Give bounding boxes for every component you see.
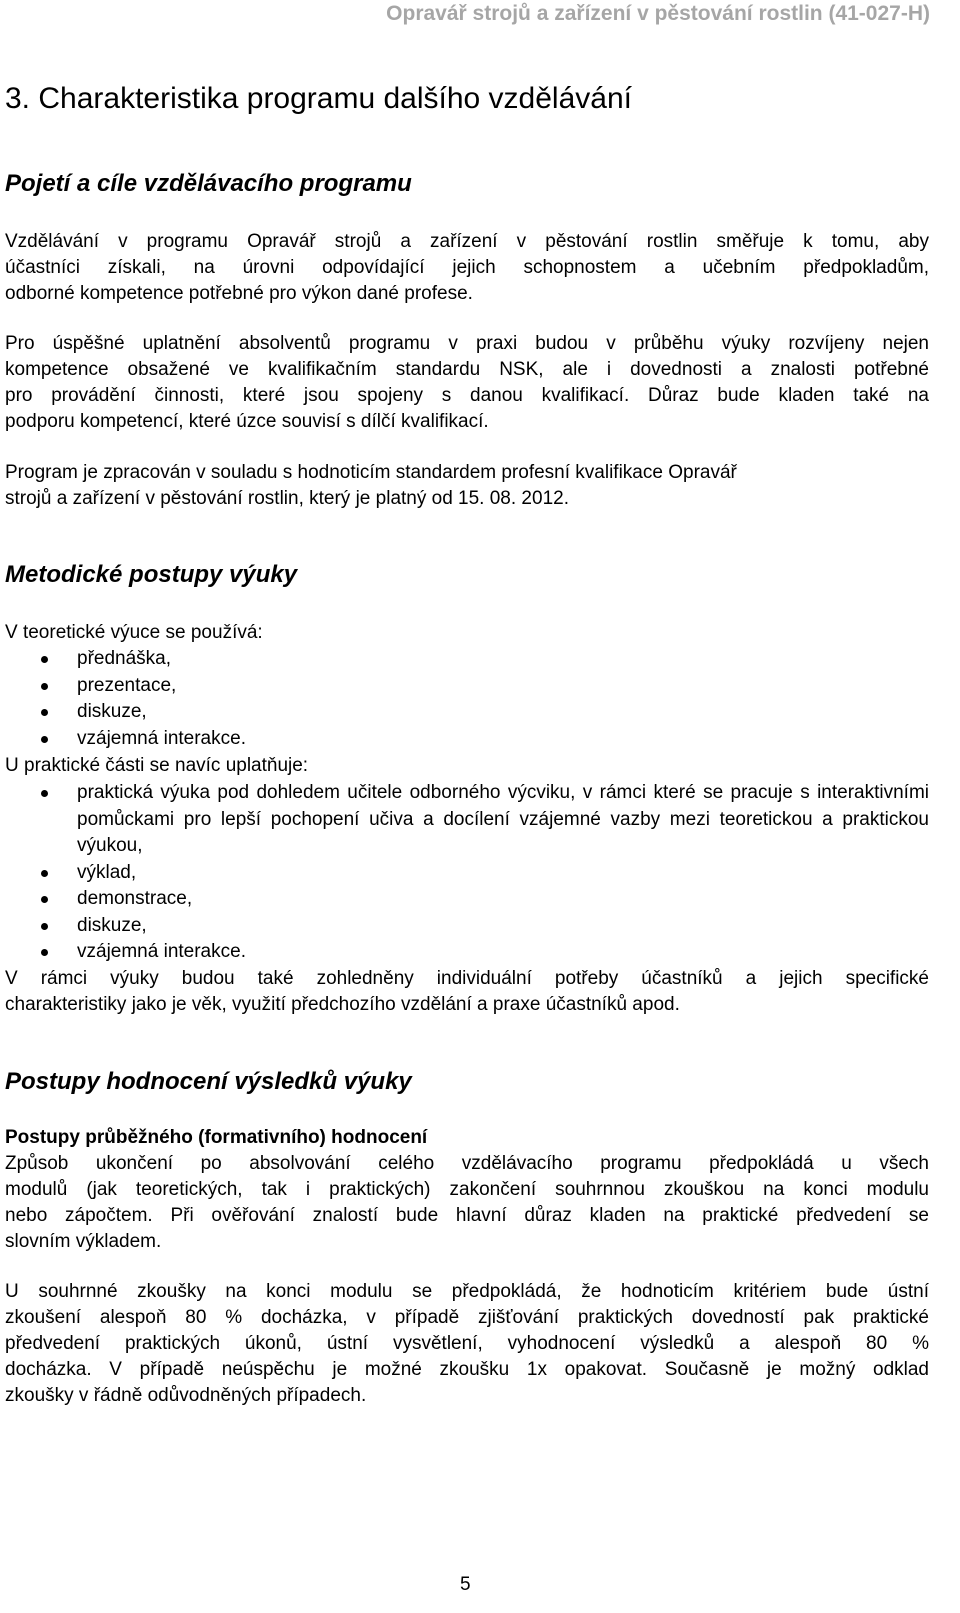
text-line: podporu kompetencí, které úzce souvisí s dílčí kvalifikací. <box>5 411 489 432</box>
text-line: U souhrnné zkoušky na konci modulu se předpokládá, že hodnoticím kritériem bude ústní <box>5 1281 929 1302</box>
list-item: vzájemná interakce. <box>0 726 929 753</box>
page-number: 5 <box>460 1574 471 1595</box>
bullet-icon <box>41 949 48 956</box>
methods-closing-paragraph <box>5 966 929 1018</box>
text-line: slovním výkladem. <box>5 1231 162 1252</box>
bullet-icon <box>41 923 48 930</box>
text-line: předvedení praktických úkonů, ústní vysvětlení, vyhodnocení výsledků a alespoň 80 % <box>5 1333 929 1354</box>
assessment-subheading <box>5 1125 929 1151</box>
text-line: Postupy průběžného (formativního) hodnocení <box>5 1127 428 1148</box>
text-line: modulů (jak teoretických, tak i praktických) zakončení souhrnnou zkouškou na konci modulu <box>5 1179 929 1200</box>
bullet-icon <box>41 790 48 797</box>
bullet-icon <box>41 683 48 690</box>
theory-intro <box>5 620 929 646</box>
bullet-icon <box>41 736 48 743</box>
text-line: Způsob ukončení po absolvování celého vzdělávacího programu předpokládá u všech <box>5 1153 929 1174</box>
text-line: odborné kompetence potřebné pro výkon dané profese. <box>5 283 473 304</box>
assessment-paragraph-2 <box>5 1279 929 1409</box>
text-line: Program je zpracován v souladu s hodnoticím standardem profesní kvalifikace Opravář <box>5 462 737 483</box>
list-item: praktická výuka pod dohledem učitele odborného výcviku, v rámci které se pracuje s interaktivními pomůckami pro lepší pochopení učiva a docílení vzájemné vazby mezi teoretickou a praktickou výukou, <box>0 780 929 860</box>
list-item: přednáška, <box>0 646 929 673</box>
text-line: charakteristiky jako je věk, využití předchozího vzdělání a praxe účastníků apod. <box>5 994 680 1015</box>
methods-heading: Metodické postupy výuky <box>5 561 298 588</box>
text-line: V rámci výuky budou také zohledněny individuální potřeby účastníků a jejich specifické <box>5 968 929 989</box>
running-header: Opravář strojů a zařízení v pěstování rostlin (41-027-H) <box>386 2 930 25</box>
list-item: výklad, <box>0 860 929 887</box>
text-line: Pro úspěšné uplatnění absolventů programu v praxi budou v průběhu výuky rozvíjeny nejen <box>5 333 929 354</box>
text-line: pro provádění činnosti, které jsou spojeny s danou kvalifikací. Důraz bude kladen také na <box>5 385 929 406</box>
assessment-paragraph-1 <box>5 1151 929 1255</box>
goals-paragraph-3 <box>5 460 929 512</box>
bullet-icon <box>41 870 48 877</box>
theory-methods-list <box>0 646 960 752</box>
text-line: Vzdělávání v programu Opravář strojů a zařízení v pěstování rostlin směřuje k tomu, aby <box>5 231 929 252</box>
practice-methods-list <box>0 780 960 966</box>
goals-heading: Pojetí a cíle vzdělávacího programu <box>5 170 412 197</box>
text-line: U praktické části se navíc uplatňuje: <box>5 755 309 776</box>
text-line: nebo zápočtem. Při ověřování znalostí bude hlavní důraz kladen na praktické předvedení se <box>5 1205 929 1226</box>
text-line: V teoretické výuce se používá: <box>5 622 263 643</box>
bullet-icon <box>41 656 48 663</box>
list-item: prezentace, <box>0 673 929 700</box>
bullet-icon <box>41 896 48 903</box>
list-item: demonstrace, <box>0 886 929 913</box>
assessment-heading: Postupy hodnocení výsledků výuky <box>5 1068 412 1095</box>
text-line: účastníci získali, na úrovni odpovídající jejich schopnostem a učebním předpokladům, <box>5 257 929 278</box>
practice-intro <box>5 753 929 779</box>
text-line: zkoušení alespoň 80 % docházka, v případě zjišťování praktických dovedností pak praktické <box>5 1307 929 1328</box>
goals-paragraph-2 <box>5 331 929 435</box>
text-line: kompetence obsažené ve kvalifikačním standardu NSK, ale i dovednosti a znalosti potřebné <box>5 359 929 380</box>
bullet-icon <box>41 709 48 716</box>
text-line: zkoušky v řádně odůvodněných případech. <box>5 1385 367 1406</box>
list-item: vzájemná interakce. <box>0 939 929 966</box>
list-item: diskuze, <box>0 913 929 940</box>
text-line: strojů a zařízení v pěstování rostlin, který je platný od 15. 08. 2012. <box>5 488 569 509</box>
goals-paragraph-1 <box>5 229 929 307</box>
text-line: docházka. V případě neúspěchu je možné zkoušku 1x opakovat. Současně je možný odklad <box>5 1359 929 1380</box>
section-title: 3. Charakteristika programu dalšího vzdělávání <box>5 82 632 115</box>
list-item: diskuze, <box>0 699 929 726</box>
